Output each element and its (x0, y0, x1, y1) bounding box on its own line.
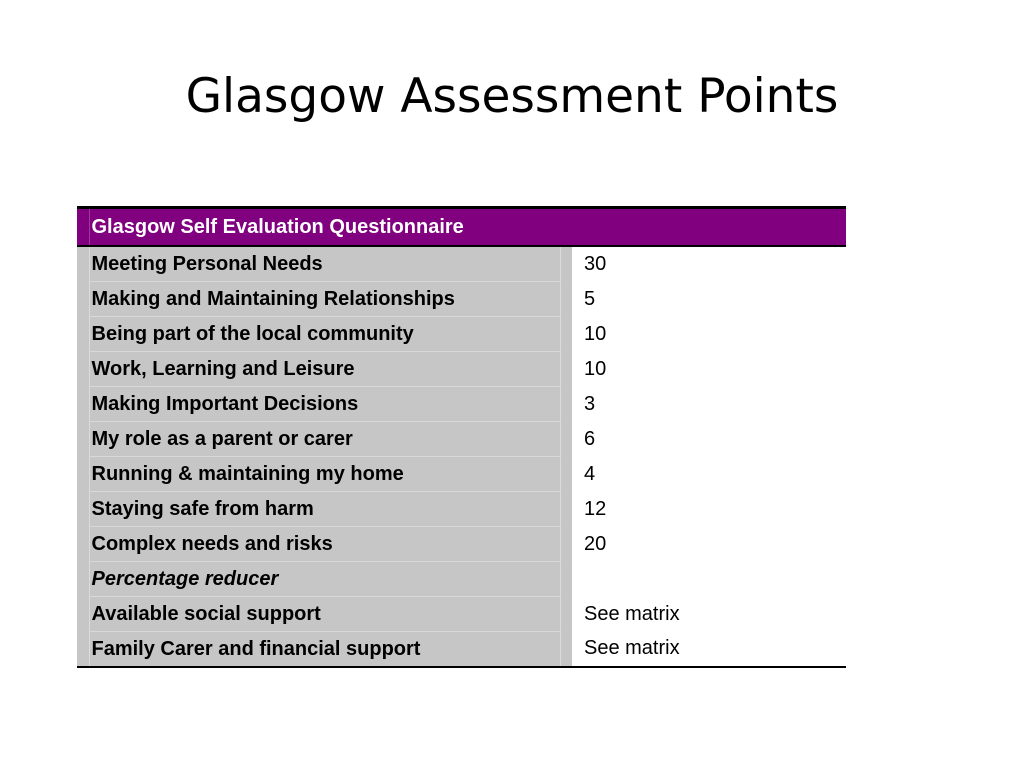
row-gutter-left (77, 387, 89, 422)
row-label: Meeting Personal Needs (89, 246, 560, 282)
row-label: Percentage reducer (89, 562, 560, 597)
header-gutter (77, 208, 89, 247)
row-gutter-middle (560, 282, 572, 317)
table-row (77, 527, 846, 562)
table-row (77, 352, 846, 387)
row-value: See matrix (572, 597, 846, 632)
row-gutter-left (77, 422, 89, 457)
table-row (77, 317, 846, 352)
table-header-row (77, 208, 846, 247)
row-gutter-middle (560, 597, 572, 632)
row-value (572, 562, 846, 597)
row-value: 10 (572, 352, 846, 387)
row-label: My role as a parent or carer (89, 422, 560, 457)
row-label: Staying safe from harm (89, 492, 560, 527)
row-label: Family Carer and financial support (89, 632, 560, 668)
row-value: 4 (572, 457, 846, 492)
row-value: 20 (572, 527, 846, 562)
slide-title: Glasgow Assessment Points (185, 69, 839, 124)
table-row (77, 246, 846, 282)
row-gutter-left (77, 632, 89, 668)
row-gutter-left (77, 317, 89, 352)
row-value: 30 (572, 246, 846, 282)
table-row (77, 387, 846, 422)
row-label: Making Important Decisions (89, 387, 560, 422)
row-label: Being part of the local community (89, 317, 560, 352)
table-row (77, 422, 846, 457)
table-row (77, 457, 846, 492)
assessment-table-container (77, 206, 846, 668)
table-row (77, 597, 846, 632)
row-gutter-middle (560, 492, 572, 527)
row-gutter-left (77, 597, 89, 632)
row-value: 6 (572, 422, 846, 457)
table-row (77, 282, 846, 317)
table-row (77, 492, 846, 527)
row-gutter-left (77, 282, 89, 317)
table-row (77, 562, 846, 597)
row-gutter-middle (560, 632, 572, 668)
row-gutter-middle (560, 387, 572, 422)
row-gutter-middle (560, 527, 572, 562)
row-gutter-middle (560, 246, 572, 282)
row-gutter-left (77, 352, 89, 387)
row-gutter-middle (560, 317, 572, 352)
row-gutter-left (77, 492, 89, 527)
assessment-table (77, 206, 846, 668)
row-gutter-middle (560, 352, 572, 387)
row-gutter-middle (560, 457, 572, 492)
table-row (77, 632, 846, 668)
table-body (77, 246, 846, 667)
row-label: Available social support (89, 597, 560, 632)
row-gutter-left (77, 246, 89, 282)
row-label: Complex needs and risks (89, 527, 560, 562)
row-gutter-middle (560, 422, 572, 457)
row-value: 12 (572, 492, 846, 527)
row-gutter-left (77, 562, 89, 597)
table-header-title: Glasgow Self Evaluation Questionnaire (89, 208, 846, 247)
row-value: See matrix (572, 632, 846, 668)
row-value: 3 (572, 387, 846, 422)
row-label: Running & maintaining my home (89, 457, 560, 492)
row-value: 10 (572, 317, 846, 352)
row-gutter-left (77, 527, 89, 562)
row-gutter-middle (560, 562, 572, 597)
row-label: Work, Learning and Leisure (89, 352, 560, 387)
row-value: 5 (572, 282, 846, 317)
row-gutter-left (77, 457, 89, 492)
row-label: Making and Maintaining Relationships (89, 282, 560, 317)
